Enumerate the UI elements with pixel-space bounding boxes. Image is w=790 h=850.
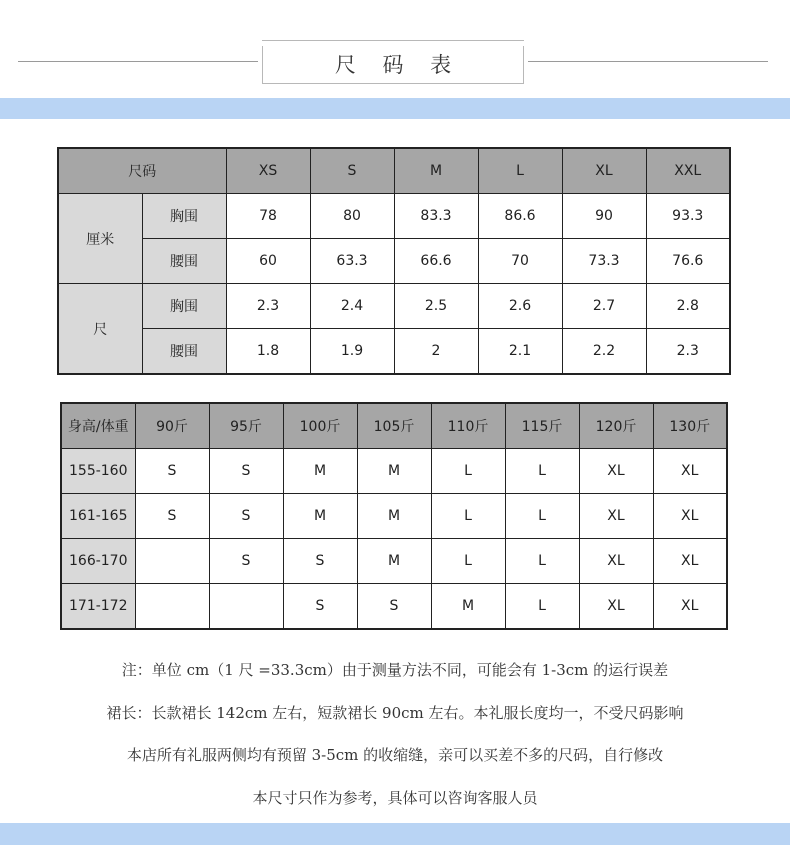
cell: XL: [653, 584, 727, 630]
page-title: 尺 码 表: [334, 53, 462, 77]
cell: M: [431, 584, 505, 630]
cell: 2.3: [226, 284, 310, 329]
size-chart-table: [57, 147, 731, 375]
fit-corner-label: 身高/体重: [61, 403, 135, 449]
cell: S: [135, 494, 209, 539]
cell: XL: [579, 494, 653, 539]
size-xl: XL: [562, 148, 646, 194]
cell: M: [357, 539, 431, 584]
cell: S: [209, 449, 283, 494]
cell: S: [283, 584, 357, 630]
size-xs: XS: [226, 148, 310, 194]
cell: 2: [394, 329, 478, 375]
cell: S: [135, 449, 209, 494]
cell: M: [283, 449, 357, 494]
weight-header: 120斤: [579, 403, 653, 449]
fit-chart-table: [60, 402, 728, 630]
cell: 93.3: [646, 194, 730, 239]
height-label: 161-165: [61, 494, 135, 539]
cell: 63.3: [310, 239, 394, 284]
cell: XL: [653, 494, 727, 539]
cell: 66.6: [394, 239, 478, 284]
size-header-label: 尺码: [58, 148, 226, 194]
cell: 80: [310, 194, 394, 239]
cell: [209, 584, 283, 630]
weight-header: 115斤: [505, 403, 579, 449]
size-header-row: [58, 148, 730, 194]
row-label: 腰围: [142, 239, 226, 284]
cell: XL: [653, 449, 727, 494]
cell: L: [505, 584, 579, 630]
cell: 73.3: [562, 239, 646, 284]
cell: S: [357, 584, 431, 630]
table-row: [61, 584, 727, 630]
cell: M: [357, 494, 431, 539]
weight-header: 130斤: [653, 403, 727, 449]
cell: 60: [226, 239, 310, 284]
top-band: [0, 98, 790, 119]
note-line-1: 注：单位 cm（1 尺 =33.3cm）由于测量方法不同，可能会有 1-3cm 的运行误差: [121, 661, 669, 679]
cell: 1.8: [226, 329, 310, 375]
row-label: 腰围: [142, 329, 226, 375]
note-line-2: 裙长：长款裙长 142cm 左右，短款裙长 90cm 左右。本礼服长度均一，不受尺码影响: [106, 704, 684, 722]
cell: L: [505, 449, 579, 494]
cell: 76.6: [646, 239, 730, 284]
table-row: [58, 329, 730, 375]
cell: M: [357, 449, 431, 494]
cell: 2.5: [394, 284, 478, 329]
cell: 70: [478, 239, 562, 284]
table-row: [58, 194, 730, 239]
bottom-band: [0, 823, 790, 845]
cell: 83.3: [394, 194, 478, 239]
cell: 2.6: [478, 284, 562, 329]
table-row: [61, 494, 727, 539]
title-rule-left: [18, 61, 258, 62]
height-label: 166-170: [61, 539, 135, 584]
weight-header: 105斤: [357, 403, 431, 449]
cell: L: [505, 494, 579, 539]
height-label: 155-160: [61, 449, 135, 494]
note-line-3: 本店所有礼服两侧均有预留 3-5cm 的收缩缝，亲可以买差不多的尺码，自行修改: [126, 746, 664, 764]
table-row: [58, 284, 730, 329]
cell: S: [209, 494, 283, 539]
cell: S: [209, 539, 283, 584]
unit-chi: 尺: [58, 284, 142, 375]
weight-header: 100斤: [283, 403, 357, 449]
cell: [135, 539, 209, 584]
cell: XL: [579, 584, 653, 630]
cell: L: [431, 539, 505, 584]
size-xxl: XXL: [646, 148, 730, 194]
cell: M: [283, 494, 357, 539]
cell: 90: [562, 194, 646, 239]
table-row: [58, 239, 730, 284]
row-label: 胸围: [142, 194, 226, 239]
cell: 2.2: [562, 329, 646, 375]
cell: 1.9: [310, 329, 394, 375]
fit-header-row: [61, 403, 727, 449]
cell: XL: [653, 539, 727, 584]
cell: L: [431, 449, 505, 494]
cell: 2.3: [646, 329, 730, 375]
height-label: 171-172: [61, 584, 135, 630]
cell: L: [431, 494, 505, 539]
cell: XL: [579, 449, 653, 494]
weight-header: 90斤: [135, 403, 209, 449]
cell: L: [505, 539, 579, 584]
cell: 2.4: [310, 284, 394, 329]
size-l: L: [478, 148, 562, 194]
cell: [135, 584, 209, 630]
unit-cm: 厘米: [58, 194, 142, 284]
cell: 2.8: [646, 284, 730, 329]
weight-header: 110斤: [431, 403, 505, 449]
table-row: [61, 539, 727, 584]
cell: S: [283, 539, 357, 584]
table-row: [61, 449, 727, 494]
row-label: 胸围: [142, 284, 226, 329]
cell: XL: [579, 539, 653, 584]
cell: 86.6: [478, 194, 562, 239]
title-frame: [262, 40, 524, 84]
weight-header: 95斤: [209, 403, 283, 449]
cell: 2.1: [478, 329, 562, 375]
size-s: S: [310, 148, 394, 194]
cell: 78: [226, 194, 310, 239]
title-rule-right: [528, 61, 768, 62]
note-line-4: 本尺寸只作为参考，具体可以咨询客服人员: [252, 789, 538, 807]
cell: 2.7: [562, 284, 646, 329]
size-m: M: [394, 148, 478, 194]
